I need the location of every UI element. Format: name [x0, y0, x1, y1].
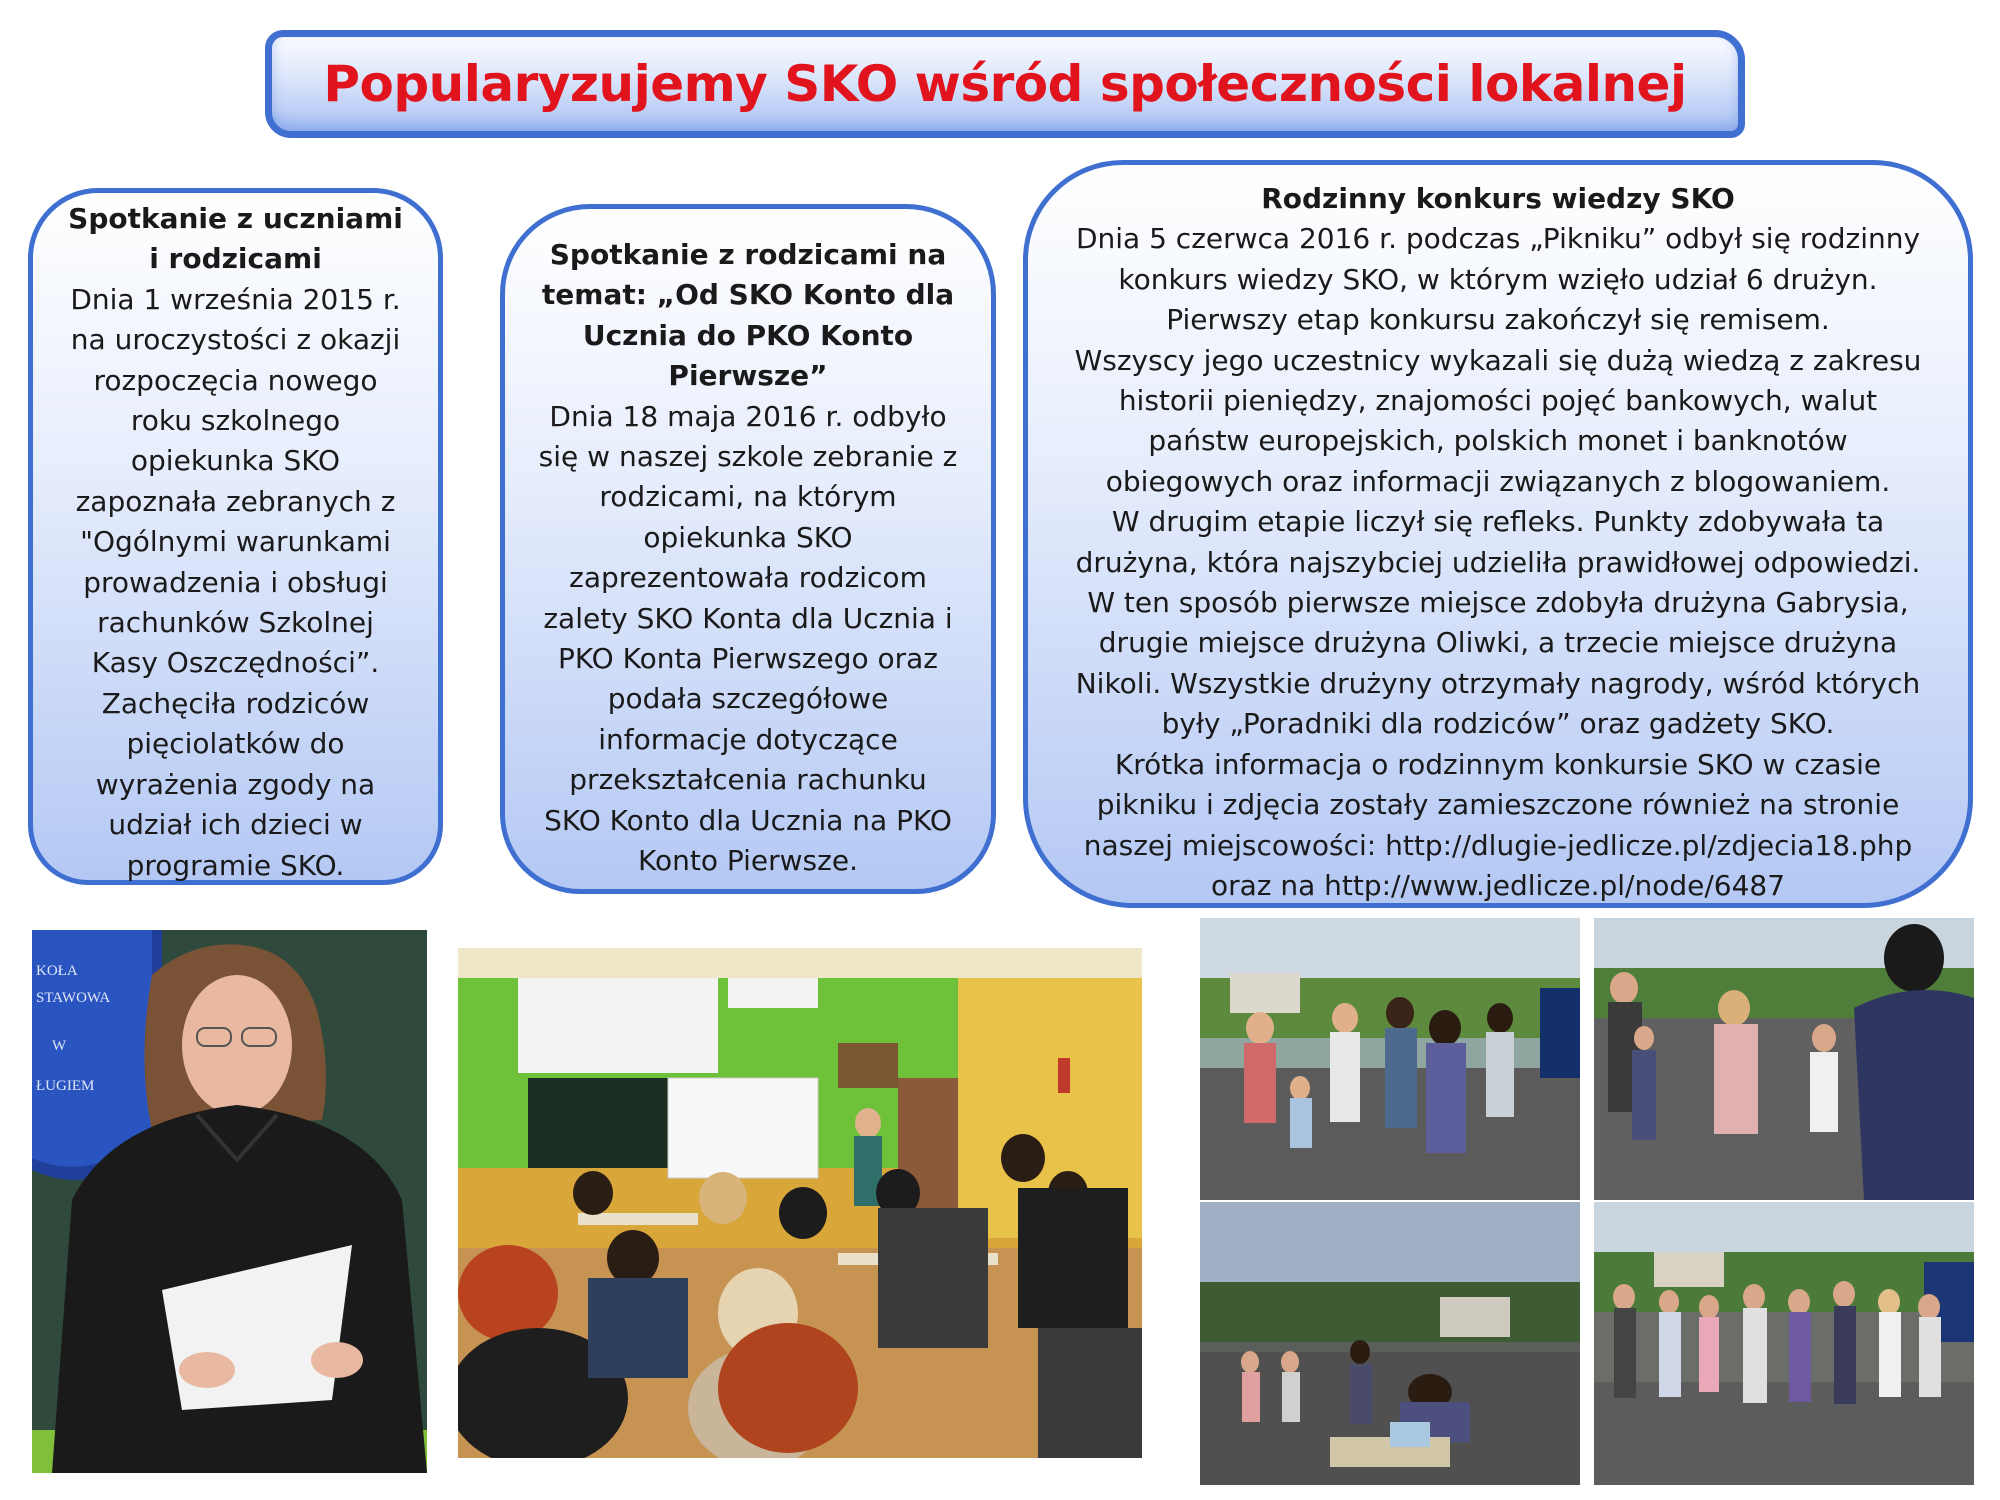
text-line: rachunków Szkolnej [97, 606, 374, 640]
box1-text [43, 199, 428, 886]
text-line: konkurs wiedzy SKO, w którym wzięło udział 6 drużyn. [1118, 262, 1878, 296]
banner-text: STAWOWA [36, 990, 111, 1006]
text-line: rozpoczęcia nowego [93, 363, 378, 397]
text-line: Spotkanie z uczniami [68, 202, 403, 235]
text-line: oraz na http://www.jedlicze.pl/node/6487 [1210, 868, 1786, 902]
text-line: Zachęciła rodziców [101, 686, 370, 720]
text-line: historii pieniędzy, znajomości pojęć bankowych, walut [1118, 384, 1878, 418]
text-line: temat: „Od SKO Konto dla [541, 278, 955, 312]
text-line: SKO Konto dla Ucznia na PKO [544, 803, 952, 837]
box2-text [519, 235, 977, 882]
text-line: wyrażenia zgody na [95, 767, 376, 801]
text-line: Spotkanie z rodzicami na [549, 238, 947, 271]
text-line: opiekunka SKO [643, 520, 853, 554]
info-box-family-contest [1023, 160, 1973, 908]
banner-text: ŁUGIEM [36, 1078, 95, 1094]
text-line: Wszyscy jego uczestnicy wykazali się dużą wiedzą z zakresu [1074, 343, 1922, 377]
text-line: prowadzenia i obsługi [83, 565, 388, 599]
text-line: Rodzinny konkurs wiedzy SKO [1261, 182, 1735, 215]
text-line: drużyna, która najszybciej udzieliła prawidłowej odpowiedzi. [1075, 545, 1921, 579]
page-title: Popularyzujemy SKO wśród społeczności lokalnej [323, 55, 1687, 113]
text-line: na uroczystości z okazji [70, 323, 401, 357]
text-line: przekształcenia rachunku [569, 763, 927, 797]
text-line: Krótka informacja o rodzinnym konkursie SKO w czasie [1114, 747, 1882, 781]
text-line: obiegowych oraz informacji związanych z blogowaniem. [1105, 464, 1891, 498]
text-line: zaprezentowała rodzicom [569, 561, 927, 595]
box3-text [1038, 179, 1958, 906]
info-box-meeting-students [28, 188, 443, 885]
text-line: Pierwszy etap konkursu zakończył się remisem. [1166, 303, 1830, 337]
text-line: Pierwsze” [668, 359, 828, 393]
text-line: pięciolatków do [126, 727, 345, 761]
title-banner [265, 30, 1745, 138]
text-line: Dnia 1 września 2015 r. [70, 282, 401, 316]
text-line: państw europejskich, polskich monet i banknotów [1148, 424, 1848, 458]
text-line: pikniku i zdjęcia zostały zamieszczone również na stronie [1096, 788, 1900, 822]
banner-text: W [52, 1038, 67, 1054]
text-line: Dnia 18 maja 2016 r. odbyło [549, 399, 947, 433]
text-line: podała szczegółowe [607, 682, 889, 716]
text-line: informacje dotyczące [598, 722, 898, 756]
photo-picnic-contest-3 [1200, 1202, 1580, 1485]
text-line: drugie miejsce drużyna Oliwki, a trzecie miejsce drużyna [1098, 626, 1898, 660]
text-line: udział ich dzieci w [108, 808, 363, 842]
text-line: PKO Konta Pierwszego oraz [557, 642, 939, 676]
text-line: W drugim etapie liczył się refleks. Punkty zdobywała ta [1111, 505, 1885, 539]
photo-picnic-contest-1 [1200, 918, 1580, 1200]
banner-text: KOŁA [36, 963, 78, 979]
text-line: zapoznała zebranych z [75, 484, 396, 518]
photo-picnic-contest-4 [1594, 1202, 1974, 1485]
text-line: naszej miejscowości: http://dlugie-jedlicze.pl/zdjecia18.php [1083, 828, 1913, 862]
text-line: były „Poradniki dla rodziców” oraz gadżety SKO. [1161, 707, 1835, 741]
text-line: Kasy Oszczędności”. [91, 646, 380, 680]
photo-picnic-contest-2 [1594, 918, 1974, 1200]
text-line: W ten sposób pierwsze miejsce zdobyła drużyna Gabrysia, [1087, 586, 1909, 620]
text-line: i rodzicami [149, 242, 322, 276]
photo-classroom-meeting [458, 948, 1142, 1458]
text-line: Nikoli. Wszystkie drużyny otrzymały nagrody, wśród których [1075, 666, 1921, 700]
info-box-meeting-parents [500, 204, 996, 894]
text-line: rodzicami, na którym [599, 480, 897, 514]
text-line: roku szkolnego [130, 404, 341, 438]
text-line: "Ogólnymi warunkami [80, 525, 391, 559]
text-line: Konto Pierwsze. [638, 844, 858, 878]
text-line: Dnia 5 czerwca 2016 r. podczas „Pikniku” odbył się rodzinny [1075, 222, 1921, 256]
photo-teacher-reading [32, 930, 427, 1473]
text-line: się w naszej szkole zebranie z [538, 440, 958, 474]
text-line: opiekunka SKO [130, 444, 341, 478]
text-line: Ucznia do PKO Konto [582, 318, 914, 352]
text-line: programie SKO. [126, 848, 345, 882]
text-line: zalety SKO Konta dla Ucznia i [543, 601, 953, 635]
